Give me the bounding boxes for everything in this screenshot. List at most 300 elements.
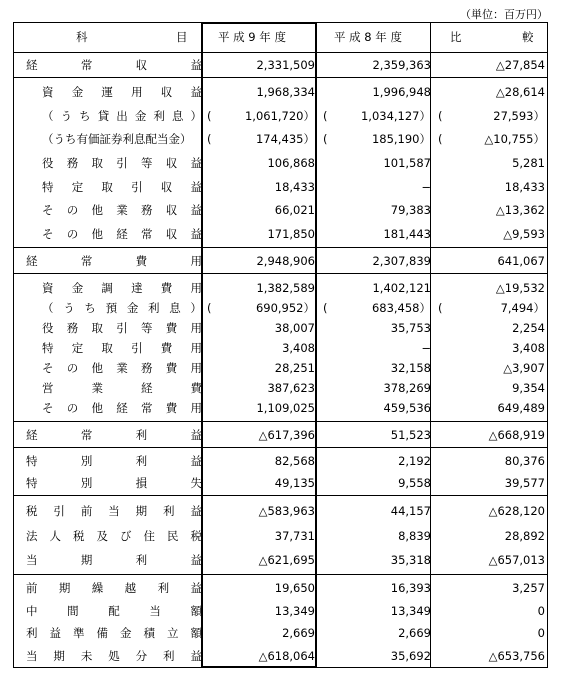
label-char: 他 <box>91 401 103 415</box>
label-char: 費 <box>165 361 178 375</box>
label-char: （ <box>42 108 54 123</box>
value-fy8: − <box>421 341 431 355</box>
value-fy9: 690,952） <box>255 301 315 315</box>
label-char: 益 <box>190 428 202 442</box>
label-char: 税 <box>73 528 85 543</box>
label-char: 民 <box>167 528 179 543</box>
value-fy9: 387,623 <box>267 381 315 395</box>
value-fy8: 378,269 <box>383 381 431 395</box>
table-row <box>14 251 547 271</box>
value-fy8: 683,458） <box>371 301 431 315</box>
row-label <box>26 550 202 570</box>
value-diff: 649,489 <box>497 401 545 415</box>
label-char: 等 <box>141 321 153 335</box>
label-char: 経 <box>116 227 128 241</box>
value-diff: △19,532 <box>495 281 545 295</box>
value-diff: △668,919 <box>488 428 545 442</box>
label-char: 間 <box>67 603 79 618</box>
open-paren: ( <box>323 108 328 123</box>
label-char: 金 <box>71 281 84 295</box>
label-char: 取 <box>91 321 103 335</box>
label-char: 取 <box>101 341 113 355</box>
label-char: 経 <box>141 381 153 395</box>
label-char: 損 <box>135 476 148 491</box>
label-char: 務 <box>66 156 79 170</box>
open-paren: ( <box>438 132 443 147</box>
label-char: 貸 <box>97 108 110 123</box>
value-fy9: 1,109,025 <box>256 401 315 415</box>
label-char: （ <box>42 301 54 315</box>
label-char: 息 <box>171 108 184 123</box>
value-diff: △10,755） <box>484 132 545 147</box>
value-fy9: △583,963 <box>258 503 315 518</box>
label-char: の <box>66 401 79 415</box>
label-char: う <box>60 108 73 123</box>
label-char: 費 <box>160 281 173 295</box>
label-char: 利 <box>135 453 148 468</box>
table-section <box>14 248 547 274</box>
label-char: 期 <box>135 503 148 518</box>
table-row <box>14 526 547 546</box>
label-char: 引 <box>131 341 143 355</box>
table-row <box>14 338 547 358</box>
label-char: 当 <box>108 503 120 518</box>
row-label <box>26 526 202 546</box>
table-section <box>14 496 547 575</box>
row-label <box>26 55 202 75</box>
label-char: 他 <box>91 227 103 241</box>
value-fy9: 49,135 <box>274 476 315 491</box>
label-char: 特 <box>26 453 38 468</box>
label-char: 利 <box>135 553 148 568</box>
row-label <box>26 251 202 271</box>
value-diff: 0 <box>537 626 545 641</box>
open-paren: ( <box>438 301 443 315</box>
table-section <box>14 52 547 78</box>
value-diff: 80,376 <box>504 453 545 468</box>
row-label <box>26 646 202 666</box>
value-fy9: 82,568 <box>274 453 315 468</box>
row-label <box>42 298 202 318</box>
label-char: 調 <box>101 281 113 295</box>
value-diff: △657,013 <box>488 553 545 568</box>
row-label <box>26 623 202 643</box>
label-char: 中 <box>26 603 38 618</box>
label-char: 人 <box>49 528 61 543</box>
value-fy8: 1,402,121 <box>372 281 431 295</box>
label-char: 金 <box>126 301 139 315</box>
row-label <box>42 318 202 338</box>
table-row <box>14 358 547 378</box>
value-fy8: 2,359,363 <box>372 58 431 72</box>
value-fy8: 2,669 <box>398 626 431 641</box>
table-row <box>14 153 547 173</box>
value-fy9: 2,669 <box>282 626 315 641</box>
value-fy8: 13,349 <box>390 603 431 618</box>
label-char: 費 <box>190 381 202 395</box>
table-row <box>14 623 547 643</box>
value-fy9: 1,968,334 <box>256 85 315 99</box>
value-fy9: 2,948,906 <box>256 254 315 268</box>
value-fy8: 51,523 <box>390 428 431 442</box>
label-char: 収 <box>165 156 178 170</box>
label-char: 額 <box>190 603 202 618</box>
row-label <box>42 82 202 102</box>
value-fy9: △618,064 <box>258 649 315 664</box>
label-char: 用 <box>190 361 202 375</box>
label-char: 利 <box>163 503 175 518</box>
label-char: 益 <box>190 58 202 72</box>
table-section <box>14 422 547 448</box>
label-char: 利 <box>153 108 165 123</box>
row-label <box>42 200 202 220</box>
table-row <box>14 601 547 621</box>
value-fy9: 2,331,509 <box>256 58 315 72</box>
label-char: の <box>66 203 79 218</box>
label-char: ち <box>79 108 91 123</box>
value-diff: 18,433 <box>504 179 545 194</box>
table-row <box>14 501 547 521</box>
table-row <box>14 200 547 220</box>
value-fy8: 459,536 <box>383 401 431 415</box>
label-char: 利 <box>157 580 170 595</box>
label-char: 常 <box>141 401 153 415</box>
label-char: 資 <box>42 85 54 99</box>
value-fy8: 1,034,127） <box>360 108 431 123</box>
value-fy8: 16,393 <box>390 580 431 595</box>
label-char: 営 <box>42 381 54 395</box>
label-char: 前 <box>26 580 38 595</box>
label-char: 資 <box>42 281 54 295</box>
label-char: 業 <box>91 381 103 395</box>
label-char: 益 <box>190 156 202 170</box>
label-char: 益 <box>190 580 202 595</box>
label-char: 出 <box>116 108 128 123</box>
value-fy9: △617,396 <box>258 428 315 442</box>
row-label <box>26 501 202 521</box>
label-char: 益 <box>190 179 202 194</box>
table-section <box>14 575 547 669</box>
label-char: 業 <box>116 203 128 218</box>
table-row <box>14 398 547 418</box>
label-char: 費 <box>160 341 173 355</box>
label-char: の <box>66 227 79 241</box>
label-char: 達 <box>131 281 143 295</box>
label-char: 益 <box>190 649 202 664</box>
label-char: 等 <box>141 156 153 170</box>
label-char: 取 <box>101 179 113 194</box>
table-row <box>14 646 547 666</box>
label-char: 特 <box>42 341 54 355</box>
label-char: 及 <box>96 528 108 543</box>
label-char: 用 <box>190 401 202 415</box>
value-fy9: 3,408 <box>282 341 315 355</box>
label-char: 取 <box>91 156 103 170</box>
value-diff: 7,494） <box>500 301 545 315</box>
table-row <box>14 82 547 102</box>
label-char: 用 <box>190 254 202 268</box>
open-paren: ( <box>438 108 443 123</box>
label-char: 備 <box>96 626 108 641</box>
label-char: 配 <box>108 603 120 618</box>
row-label <box>42 278 202 298</box>
value-fy9: 28,251 <box>274 361 315 375</box>
value-fy8: 181,443 <box>383 227 431 241</box>
table-row <box>14 378 547 398</box>
value-diff: △13,362 <box>495 203 545 218</box>
row-label <box>42 398 202 418</box>
label-char: 未 <box>80 649 93 664</box>
header-fy9: 平 成 9 年 度 <box>218 30 286 44</box>
table-section <box>14 274 547 422</box>
label-char: 費 <box>165 321 178 335</box>
label-char: 特 <box>26 476 38 491</box>
label-char: 利 <box>148 301 160 315</box>
value-diff: △3,907 <box>503 361 545 375</box>
label-char: 期 <box>58 580 71 595</box>
table-row <box>14 177 547 197</box>
row-label <box>42 106 202 126</box>
label-char: 積 <box>143 626 155 641</box>
table-row <box>14 106 547 126</box>
label-char: 益 <box>49 626 61 641</box>
row-label <box>42 358 202 378</box>
row-label <box>42 153 202 173</box>
header-compare-left: 比 <box>450 30 462 44</box>
table-row <box>14 129 547 149</box>
value-fy9: △621,695 <box>258 553 315 568</box>
label-char: 益 <box>190 553 202 568</box>
value-fy8: 32,158 <box>390 361 431 375</box>
value-fy8: 79,383 <box>390 203 431 218</box>
label-char: 収 <box>135 58 148 72</box>
value-diff: 2,254 <box>512 321 545 335</box>
label-char: 失 <box>190 476 202 491</box>
value-diff: 641,067 <box>497 254 545 268</box>
label-char: 息 <box>169 301 181 315</box>
label-char: 収 <box>160 85 173 99</box>
label-char: 金 <box>134 108 147 123</box>
label-char: 他 <box>91 361 103 375</box>
value-fy8: 101,587 <box>383 156 431 170</box>
table-row <box>14 278 547 298</box>
value-fy8: 8,839 <box>398 528 431 543</box>
label-char: 収 <box>165 227 178 241</box>
table-row <box>14 224 547 244</box>
income-statement-table <box>13 22 548 668</box>
label-char: 処 <box>108 649 120 664</box>
label-char: 住 <box>143 528 155 543</box>
label-char: ） <box>190 108 202 123</box>
label-char: 当 <box>149 603 161 618</box>
label-char: 期 <box>53 649 65 664</box>
value-fy8: − <box>421 179 431 194</box>
value-fy8: 1,996,948 <box>372 85 431 99</box>
row-label <box>26 601 202 621</box>
row-label <box>42 378 202 398</box>
label-char: 期 <box>80 553 93 568</box>
label-char: 利 <box>163 649 175 664</box>
label-char: 用 <box>190 281 202 295</box>
table-row <box>14 55 547 75</box>
value-fy8: 9,558 <box>398 476 431 491</box>
row-label <box>42 338 202 358</box>
value-fy9: 18,433 <box>274 179 315 194</box>
value-diff: 9,354 <box>512 381 545 395</box>
value-diff: 28,892 <box>504 528 545 543</box>
label-char: 別 <box>80 453 93 468</box>
label-char: う <box>63 301 75 315</box>
open-paren: ( <box>207 132 212 147</box>
label-char: 常 <box>80 428 93 442</box>
label-char: 益 <box>190 503 202 518</box>
table-row <box>14 473 547 493</box>
label-char: 経 <box>26 428 38 442</box>
label-char: （うち有価証券利息配当金） <box>42 132 192 147</box>
value-diff: △628,120 <box>488 503 545 518</box>
value-fy9: 66,021 <box>274 203 315 218</box>
value-fy9: 38,007 <box>274 321 315 335</box>
label-char: 常 <box>141 227 153 241</box>
label-char: 益 <box>190 203 202 218</box>
label-char: 利 <box>26 626 38 641</box>
open-paren: ( <box>323 301 328 315</box>
value-fy9: 171,850 <box>267 227 315 241</box>
label-char: 定 <box>71 341 84 355</box>
value-diff: 3,257 <box>512 580 545 595</box>
label-char: 益 <box>190 85 202 99</box>
label-char: 費 <box>165 401 178 415</box>
row-label <box>42 177 202 197</box>
value-fy9: 13,349 <box>274 603 315 618</box>
header-compare-right: 較 <box>522 30 534 44</box>
label-char: 定 <box>71 179 84 194</box>
value-fy8: 35,692 <box>390 649 431 664</box>
value-fy8: 2,307,839 <box>372 254 431 268</box>
value-fy9: 174,435） <box>255 132 315 147</box>
value-diff: △9,593 <box>503 227 545 241</box>
label-char: 預 <box>105 301 118 315</box>
value-fy9: 19,650 <box>274 580 315 595</box>
label-char: そ <box>42 227 54 241</box>
label-char: 前 <box>80 503 93 518</box>
value-fy8: 2,192 <box>398 453 431 468</box>
value-fy8: 185,190） <box>371 132 431 147</box>
label-char: 益 <box>190 453 202 468</box>
value-diff: 0 <box>537 603 545 618</box>
label-char: 常 <box>80 58 93 72</box>
label-char: 経 <box>26 58 38 72</box>
label-char: 費 <box>135 254 148 268</box>
label-char: 準 <box>73 626 85 641</box>
value-fy8: 44,157 <box>390 503 431 518</box>
label-char: 用 <box>131 85 143 99</box>
label-char: そ <box>42 203 54 218</box>
label-char: 利 <box>135 428 148 442</box>
unit-label: （単位：百万円） <box>460 8 548 21</box>
label-char: 業 <box>116 361 128 375</box>
label-char: 益 <box>190 227 202 241</box>
value-fy8: 35,318 <box>390 553 431 568</box>
label-char: 収 <box>160 179 173 194</box>
label-char: 収 <box>165 203 178 218</box>
row-label <box>26 425 202 445</box>
label-char: 引 <box>131 179 143 194</box>
table-header <box>14 23 547 53</box>
row-label <box>42 129 202 149</box>
row-label <box>26 473 202 493</box>
label-char: 立 <box>167 626 179 641</box>
label-char: 法 <box>26 528 38 543</box>
row-label <box>26 451 202 471</box>
value-diff: 5,281 <box>512 156 545 170</box>
label-char: び <box>120 528 132 543</box>
value-diff: △28,614 <box>495 85 545 99</box>
open-paren: ( <box>207 108 212 123</box>
label-char: 税 <box>190 528 202 543</box>
value-fy9: 106,868 <box>267 156 315 170</box>
open-paren: ( <box>207 301 212 315</box>
label-char: 特 <box>42 179 54 194</box>
header-fy8: 平 成 8 年 度 <box>334 30 402 44</box>
value-diff: 27,593） <box>493 108 545 123</box>
label-char: 用 <box>190 341 202 355</box>
value-fy9: 1,061,720） <box>244 108 315 123</box>
label-char: 引 <box>53 503 65 518</box>
value-fy9: 37,731 <box>274 528 315 543</box>
table-section <box>14 448 547 496</box>
label-char: 他 <box>91 203 103 218</box>
table-row <box>14 550 547 570</box>
label-char: そ <box>42 401 54 415</box>
label-char: 役 <box>42 156 54 170</box>
header-subject-right: 目 <box>176 30 188 44</box>
value-fy8: 35,753 <box>390 321 431 335</box>
label-char: 常 <box>80 254 93 268</box>
label-char: 繰 <box>91 580 104 595</box>
label-char: 税 <box>26 503 38 518</box>
value-diff: △653,756 <box>488 649 545 664</box>
label-char: 役 <box>42 321 54 335</box>
open-paren: ( <box>323 132 328 147</box>
value-diff: 39,577 <box>504 476 545 491</box>
row-label <box>42 224 202 244</box>
header-subject-left: 科 <box>76 30 88 44</box>
label-char: 運 <box>101 85 113 99</box>
label-char: 当 <box>26 553 38 568</box>
label-char: 分 <box>135 649 148 664</box>
label-char: そ <box>42 361 54 375</box>
table-row <box>14 318 547 338</box>
label-char: 当 <box>26 649 38 664</box>
row-label <box>26 578 202 598</box>
label-char: 金 <box>120 626 132 641</box>
value-diff: △27,854 <box>495 58 545 72</box>
label-char: 金 <box>71 85 84 99</box>
table-section <box>14 78 547 248</box>
value-fy9: 1,382,589 <box>256 281 315 295</box>
label-char: 務 <box>141 203 153 218</box>
label-char: 別 <box>80 476 93 491</box>
label-char: の <box>66 361 79 375</box>
label-char: 越 <box>124 580 137 595</box>
label-char: 額 <box>190 626 202 641</box>
table-row <box>14 298 547 318</box>
label-char: ） <box>190 301 202 315</box>
value-diff: 3,408 <box>512 341 545 355</box>
label-char: 引 <box>116 156 128 170</box>
table-row <box>14 425 547 445</box>
